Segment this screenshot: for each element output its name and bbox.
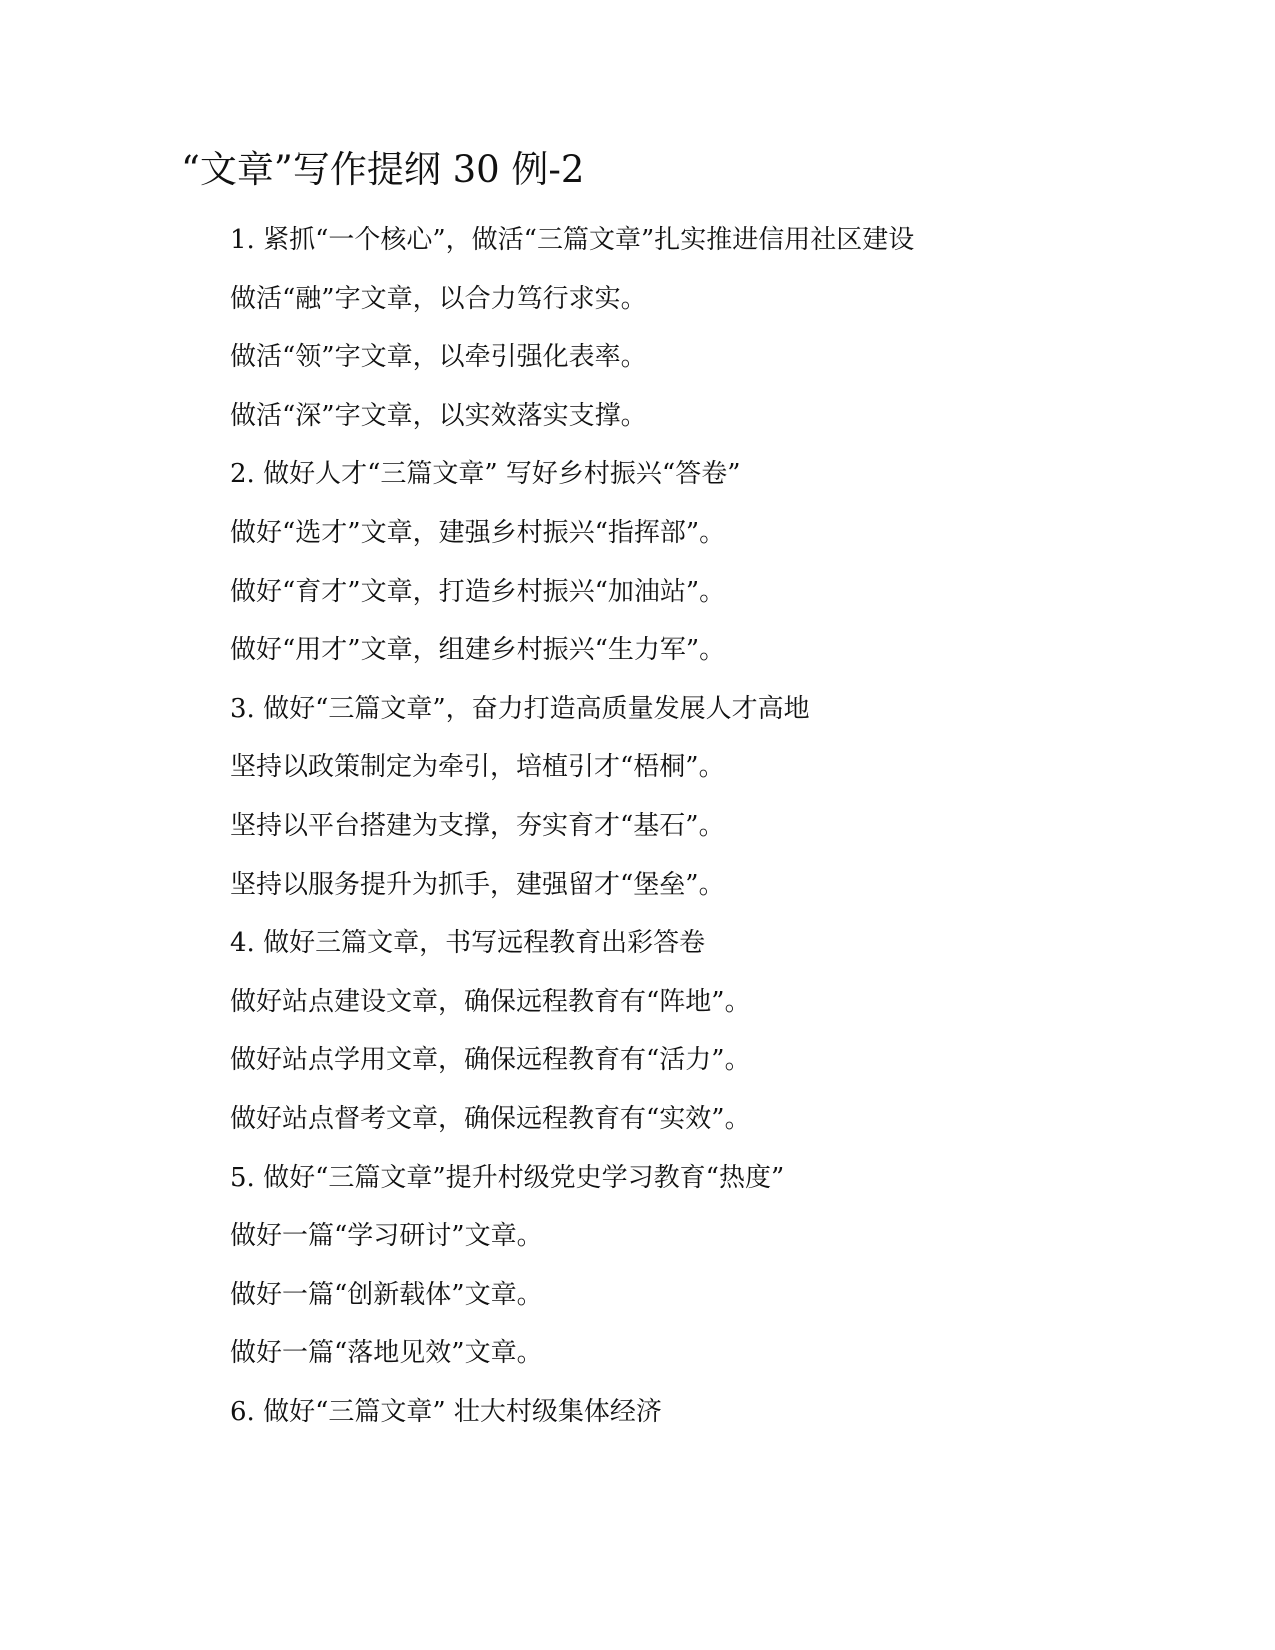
outline-item: 做好站点学用文章，确保远程教育有“活力”。: [230, 1045, 751, 1076]
document-title: “文章”写作提纲 30 例-2: [181, 148, 585, 191]
outline-item: 做好一篇“落地见效”文章。: [230, 1338, 543, 1369]
outline-item: 坚持以服务提升为抓手，建强留才“堡垒”。: [230, 869, 725, 900]
outline-heading-1: 1. 紧抓“一个核心”，做活“三篇文章”扎实推进信用社区建设: [230, 225, 915, 255]
outline-item: 坚持以平台搭建为支撑，夯实育才“基石”。: [230, 810, 725, 841]
outline-item: 做好“选才”文章，建强乡村振兴“指挥部”。: [230, 517, 726, 548]
outline-heading-6: 6. 做好“三篇文章” 壮大村级集体经济: [230, 1396, 662, 1427]
outline-item: 做好“育才”文章，打造乡村振兴“加油站”。: [230, 576, 726, 607]
outline-heading-3: 3. 做好“三篇文章”，奋力打造高质量发展人才高地: [230, 693, 810, 724]
outline-heading-5: 5. 做好“三篇文章”提升村级党史学习教育“热度”: [230, 1162, 785, 1193]
outline-item: 坚持以政策制定为牵引，培植引才“梧桐”。: [230, 752, 725, 783]
outline-list: [230, 222, 1130, 1452]
outline-item: 做活“领”字文章，以牵引强化表率。: [230, 342, 647, 373]
outline-heading-2: 2. 做好人才“三篇文章” 写好乡村振兴“答卷”: [230, 459, 741, 490]
outline-item: 做好一篇“学习研讨”文章。: [230, 1221, 543, 1252]
outline-heading-4: 4. 做好三篇文章，书写远程教育出彩答卷: [230, 928, 706, 959]
outline-item: 做好一篇“创新载体”文章。: [230, 1279, 543, 1310]
outline-item: 做好“用才”文章，组建乡村振兴“生力军”。: [230, 635, 726, 666]
outline-item: 做好站点督考文章，确保远程教育有“实效”。: [230, 1103, 751, 1134]
outline-item: 做好站点建设文章，确保远程教育有“阵地”。: [230, 986, 751, 1017]
outline-item: 做活“融”字文章，以合力笃行求实。: [230, 283, 647, 314]
outline-item: 做活“深”字文章，以实效落实支撑。: [230, 400, 647, 431]
